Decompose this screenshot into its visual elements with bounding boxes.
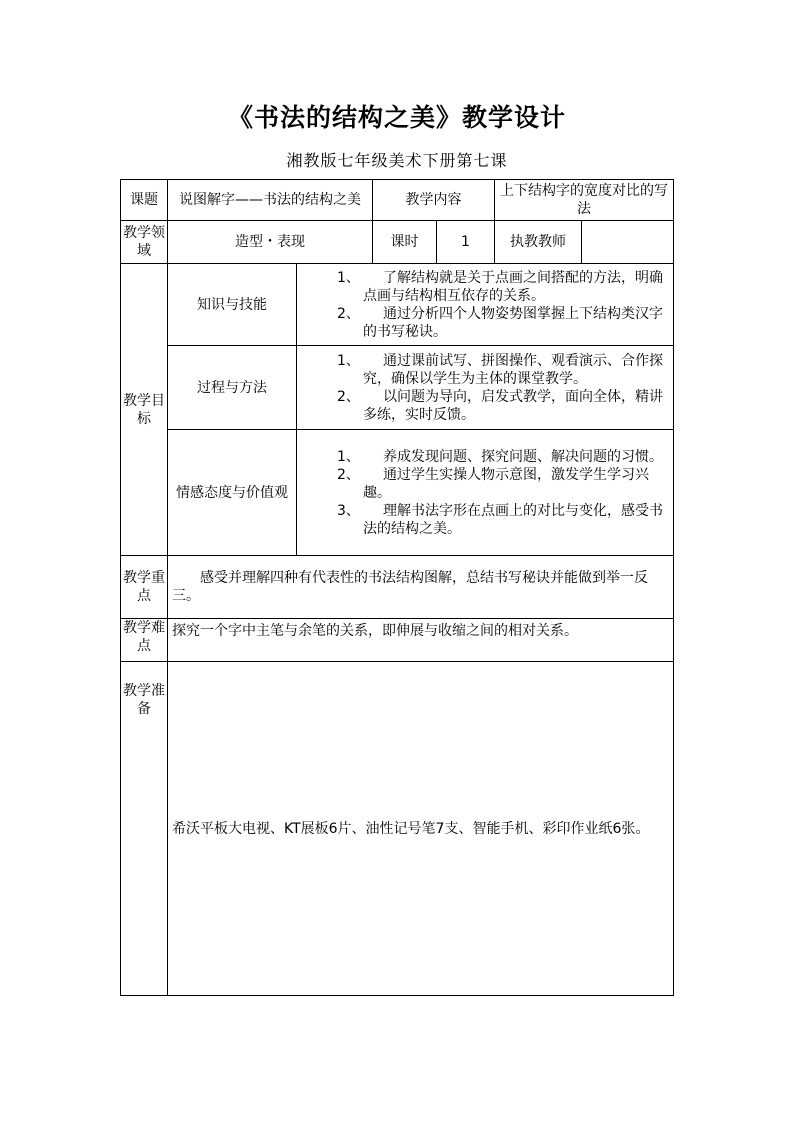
topic-value: 说图解字——书法的结构之美 [168,180,373,221]
preparation-row [121,662,674,996]
objective-item: 1、 养成发现问题、探究问题、解决问题的习惯。 [337,448,663,465]
objective-group-name: 知识与技能 [168,264,297,346]
objective-knowledge-row [121,264,674,346]
objective-process-row [121,346,674,430]
objective-item: 2、 通过分析四个人物姿势图掌握上下结构类汉字的书写秘诀。 [337,305,663,340]
objective-group-items [297,264,674,346]
objectives-label: 教学目标 [121,264,168,556]
hours-value: 1 [437,221,495,264]
objective-item: 1、 了解结构就是关于点画之间搭配的方法，明确点画与结构相互依存的关系。 [337,269,663,304]
lesson-plan-table [120,179,674,996]
objective-item: 1、 通过课前试写、拼图操作、观看演示、合作探究，确保以学生为主体的课堂教学。 [337,352,663,387]
objective-group-name: 过程与方法 [168,346,297,430]
objective-group-items [297,346,674,430]
objective-group-name: 情感态度与价值观 [168,430,297,556]
key-points-text: 感受并理解四种有代表性的书法结构图解，总结书写秘诀并能做到举一反三。 [168,556,674,619]
key-points-row [121,556,674,619]
objective-group-items [297,430,674,556]
document-subtitle: 湘教版七年级美术下册第七课 [286,151,508,170]
teacher-label: 执教教师 [495,221,582,264]
topic-label: 课题 [121,180,168,221]
domain-label: 教学领域 [121,221,168,264]
difficulties-label: 教学难点 [121,619,168,662]
objective-item: 3、 理解书法字形在点画上的对比与变化，感受书法的结构之美。 [337,502,663,537]
document-title: 《书法的结构之美》教学设计 [227,103,566,132]
teacher-value [582,221,674,264]
difficulties-row [121,619,674,662]
preparation-text: 希沃平板大电视、KT展板6片、油性记号笔7支、智能手机、彩印作业纸6张。 [168,662,674,996]
topic-row [121,180,674,221]
domain-value: 造型・表现 [168,221,373,264]
hours-label: 课时 [373,221,437,264]
difficulties-text: 探究一个字中主笔与余笔的关系，即伸展与收缩之间的相对关系。 [168,619,674,662]
content-label: 教学内容 [373,180,495,221]
key-points-label: 教学重点 [121,556,168,619]
objective-emotion-row [121,430,674,556]
content-value: 上下结构字的宽度对比的写法 [495,180,674,221]
preparation-label: 教学准备 [121,662,168,996]
objective-item: 2、 通过学生实操人物示意图，激发学生学习兴趣。 [337,466,649,501]
domain-row [121,221,674,264]
objective-item: 2、 以问题为导向，启发式教学，面向全体，精讲多练，实时反馈。 [337,388,663,423]
